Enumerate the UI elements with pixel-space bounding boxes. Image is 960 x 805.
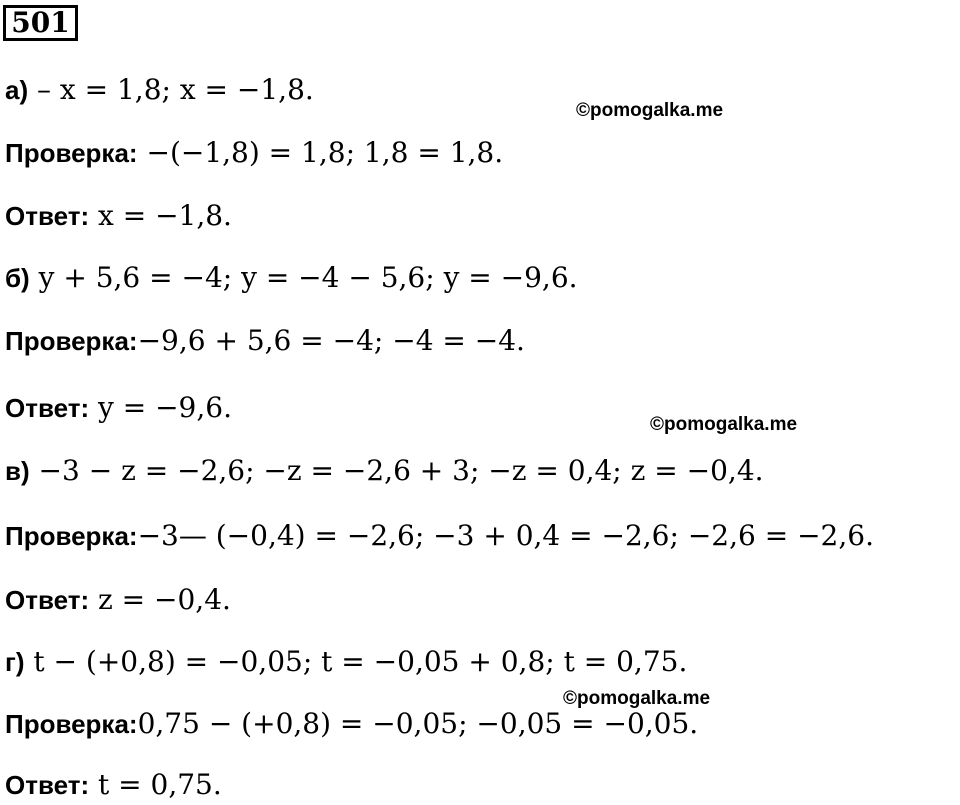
answer-label: Ответ: xyxy=(5,770,90,800)
part-a-label: а) xyxy=(5,75,29,105)
part-b-answer-text: y = −9,6. xyxy=(89,391,232,424)
part-d-answer xyxy=(5,767,222,803)
check-label: Проверка: xyxy=(5,138,138,168)
part-b-check-text: −9,6 + 5,6 = −4; −4 = −4. xyxy=(137,324,525,357)
part-a-check xyxy=(5,135,503,171)
part-b-answer xyxy=(5,390,232,426)
part-c-answer xyxy=(5,582,231,618)
part-c-equation xyxy=(5,453,764,489)
part-b-equation xyxy=(5,260,578,296)
part-a-answer-text: x = −1,8. xyxy=(89,199,232,232)
part-c-equation-text: −3 − z = −2,6; −z = −2,6 + 3; −z = 0,4; z = −0,4. xyxy=(29,454,764,487)
part-d-equation-text: t − (+0,8) = −0,05; t = −0,05 + 0,8; t = 0,75. xyxy=(24,645,688,678)
watermark: ©pomogalka.me xyxy=(563,688,711,709)
part-c-answer-text: z = −0,4. xyxy=(89,583,231,616)
task-number: 501 xyxy=(3,5,78,41)
answer-label: Ответ: xyxy=(5,585,90,615)
watermark: ©pomogalka.me xyxy=(576,100,724,121)
check-label: Проверка: xyxy=(5,521,138,551)
part-d-check xyxy=(5,706,698,742)
part-a-answer xyxy=(5,198,232,234)
part-b-equation-text: y + 5,6 = −4; y = −4 − 5,6; y = −9,6. xyxy=(29,261,578,294)
part-c-label: в) xyxy=(5,456,30,486)
part-d-check-text: 0,75 − (+0,8) = −0,05; −0,05 = −0,05. xyxy=(137,707,699,740)
watermark: ©pomogalka.me xyxy=(650,414,798,435)
part-d-label: г) xyxy=(5,647,25,677)
part-a-equation xyxy=(5,72,314,108)
part-a-equation-text: – x = 1,8; x = −1,8. xyxy=(28,73,314,106)
part-d-answer-text: t = 0,75. xyxy=(89,768,222,801)
part-a-check-text: −(−1,8) = 1,8; 1,8 = 1,8. xyxy=(137,136,504,169)
part-c-check xyxy=(5,518,874,554)
check-label: Проверка: xyxy=(5,709,138,739)
part-d-equation xyxy=(5,644,687,680)
check-label: Проверка: xyxy=(5,326,138,356)
answer-label: Ответ: xyxy=(5,393,90,423)
part-b-check xyxy=(5,323,525,359)
part-c-check-text: −3— (−0,4) = −2,6; −3 + 0,4 = −2,6; −2,6 = −2,6. xyxy=(137,519,874,552)
part-b-label: б) xyxy=(5,263,30,293)
answer-label: Ответ: xyxy=(5,201,90,231)
